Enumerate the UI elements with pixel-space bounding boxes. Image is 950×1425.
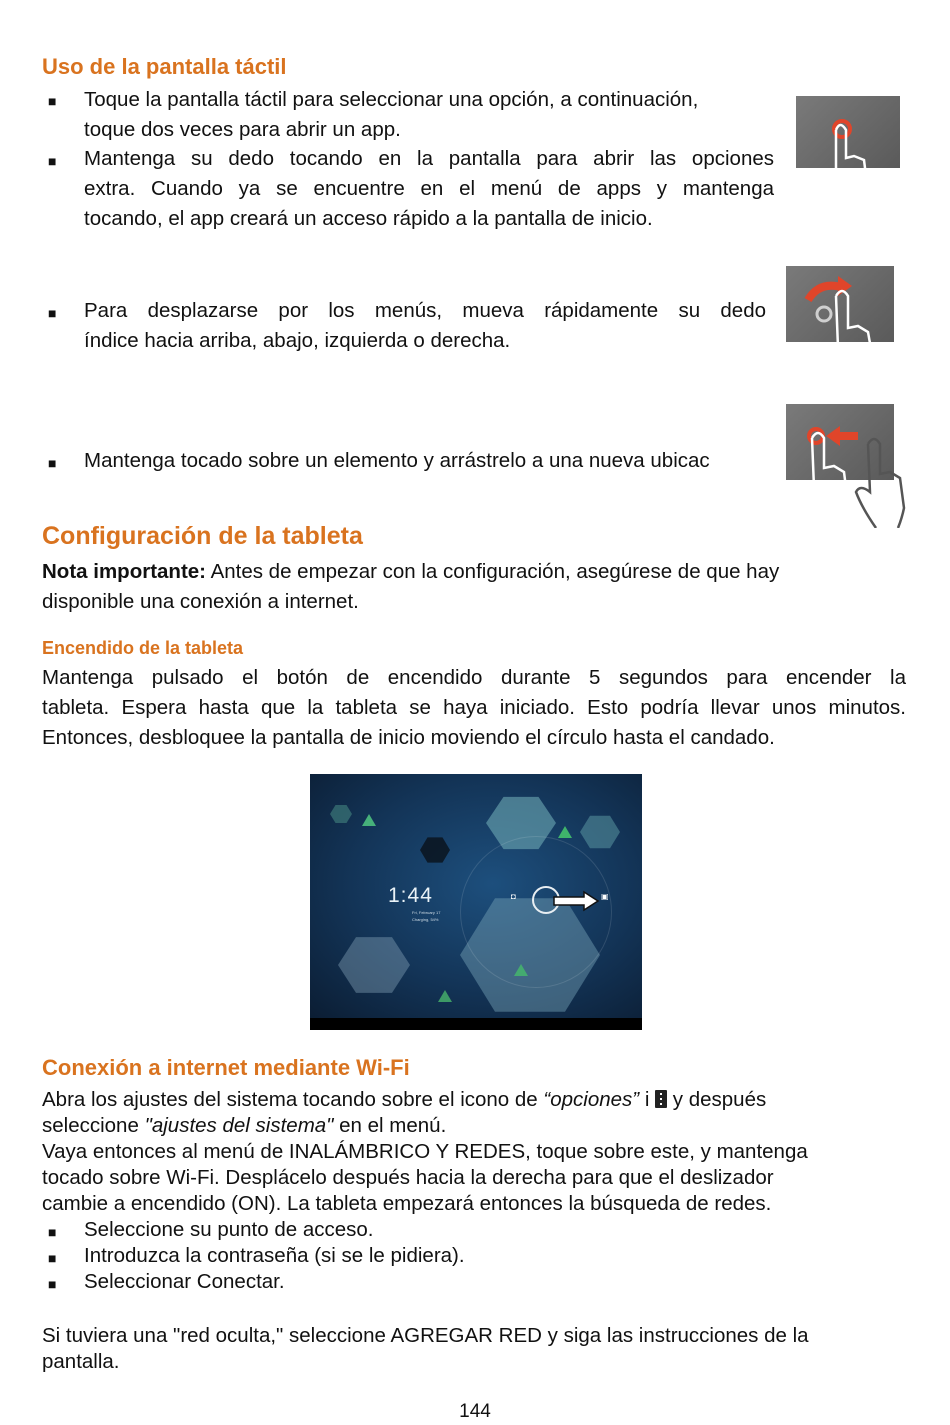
lock-screen-screenshot: [310, 774, 642, 1030]
subsection-title-power-on: Encendido de la tableta: [42, 638, 244, 658]
arrow-right-icon: [552, 890, 600, 912]
bullet-marker: ■: [48, 305, 57, 321]
wifi-step: Seleccione su punto de acceso.: [84, 1218, 374, 1241]
bullet-line: Mantenga su dedo tocando en la pantalla para abrir las opciones: [84, 147, 774, 170]
text: Abra los ajustes del sistema tocando sobre el icono de: [42, 1088, 544, 1111]
text: pantalla.: [42, 1350, 120, 1373]
wifi-instructions: [42, 1087, 912, 1217]
bullet-marker: ■: [48, 93, 57, 109]
bullet-marker: ■: [48, 1224, 57, 1240]
lock-date: Fri, February 17: [412, 910, 441, 915]
bullet-line: tocando, el app creará un acceso rápido a la pantalla de inicio.: [84, 207, 653, 230]
camera-icon: ◘: [511, 892, 516, 901]
wifi-step: Introduzca la contraseña (si se le pidiera).: [84, 1244, 465, 1267]
section-title-wifi: Conexión a internet mediante Wi-Fi: [42, 1055, 410, 1080]
page-number: 144: [459, 1401, 491, 1422]
text: Vaya entonces al menú de INALÁMBRICO Y REDES, toque sobre este, y mantenga: [42, 1140, 808, 1163]
bullet-marker: ■: [48, 1276, 57, 1292]
note-text: Antes de empezar con la configuración, asegúrese de que hay: [206, 560, 780, 583]
note-text: disponible una conexión a internet.: [42, 590, 359, 613]
section-title-setup: Configuración de la tableta: [42, 522, 363, 550]
bullet-line: extra. Cuando ya se encuentre en el menú de apps y mantenga: [84, 177, 774, 200]
bullet-line: índice hacia arriba, abajo, izquierda o derecha.: [84, 329, 511, 352]
bullet-line: Para desplazarse por los menús, mueva rápidamente su dedo: [84, 299, 766, 322]
section-title-touchscreen: Uso de la pantalla táctil: [42, 54, 287, 79]
paragraph-line: Entonces, desbloquee la pantalla de inicio moviendo el círculo hasta el candado.: [42, 726, 775, 749]
note-label: Nota importante:: [42, 560, 206, 583]
paragraph-line: Mantenga pulsado el botón de encendido durante 5 segundos para encender la: [42, 666, 906, 689]
lock-clock: 1:44: [388, 884, 433, 907]
bullet-line: toque dos veces para abrir un app.: [84, 118, 401, 141]
bullet-line: Toque la pantalla táctil para seleccionar una opción, a continuación,: [84, 88, 699, 111]
lock-status: Charging, 54%: [412, 917, 439, 922]
hidden-network-note: [42, 1323, 912, 1375]
text: tocado sobre Wi-Fi. Desplácelo después hacia la derecha para que el deslizador: [42, 1166, 774, 1189]
finger-drag-icon: [786, 404, 920, 528]
text: en el menú.: [333, 1114, 447, 1137]
finger-swipe-icon: [786, 266, 898, 390]
bullet-marker: ■: [48, 455, 57, 471]
power-on-paragraph: [42, 663, 906, 753]
important-note: [42, 557, 912, 617]
bullet-marker: ■: [48, 153, 57, 169]
text: Si tuviera una "red oculta," seleccione AGREGAR RED y siga las instrucciones de la: [42, 1324, 809, 1347]
text: i: [639, 1088, 656, 1111]
paragraph-line: tableta. Espera hasta que la tableta se haya iniciado. Esto podría llevar unos minutos.: [42, 696, 906, 719]
bullet-tap: [84, 85, 774, 145]
text-italic: “opciones”: [543, 1088, 640, 1111]
padlock-icon: ▣: [601, 892, 609, 901]
bullet-hold: [84, 144, 774, 234]
finger-tap-icon: [796, 96, 902, 216]
bullet-swipe: [84, 296, 766, 356]
text: y después: [667, 1088, 767, 1111]
text: seleccione: [42, 1114, 145, 1137]
text-italic: "ajustes del sistema": [144, 1114, 334, 1137]
bullet-marker: ■: [48, 1250, 57, 1266]
options-menu-icon: [655, 1090, 667, 1108]
text: cambie a encendido (ON). La tableta empezará entonces la búsqueda de redes.: [42, 1192, 772, 1215]
bullet-drag: Mantenga tocado sobre un elemento y arrástrelo a una nueva ubicac: [84, 449, 710, 472]
wifi-step: Seleccionar Conectar.: [84, 1270, 285, 1293]
